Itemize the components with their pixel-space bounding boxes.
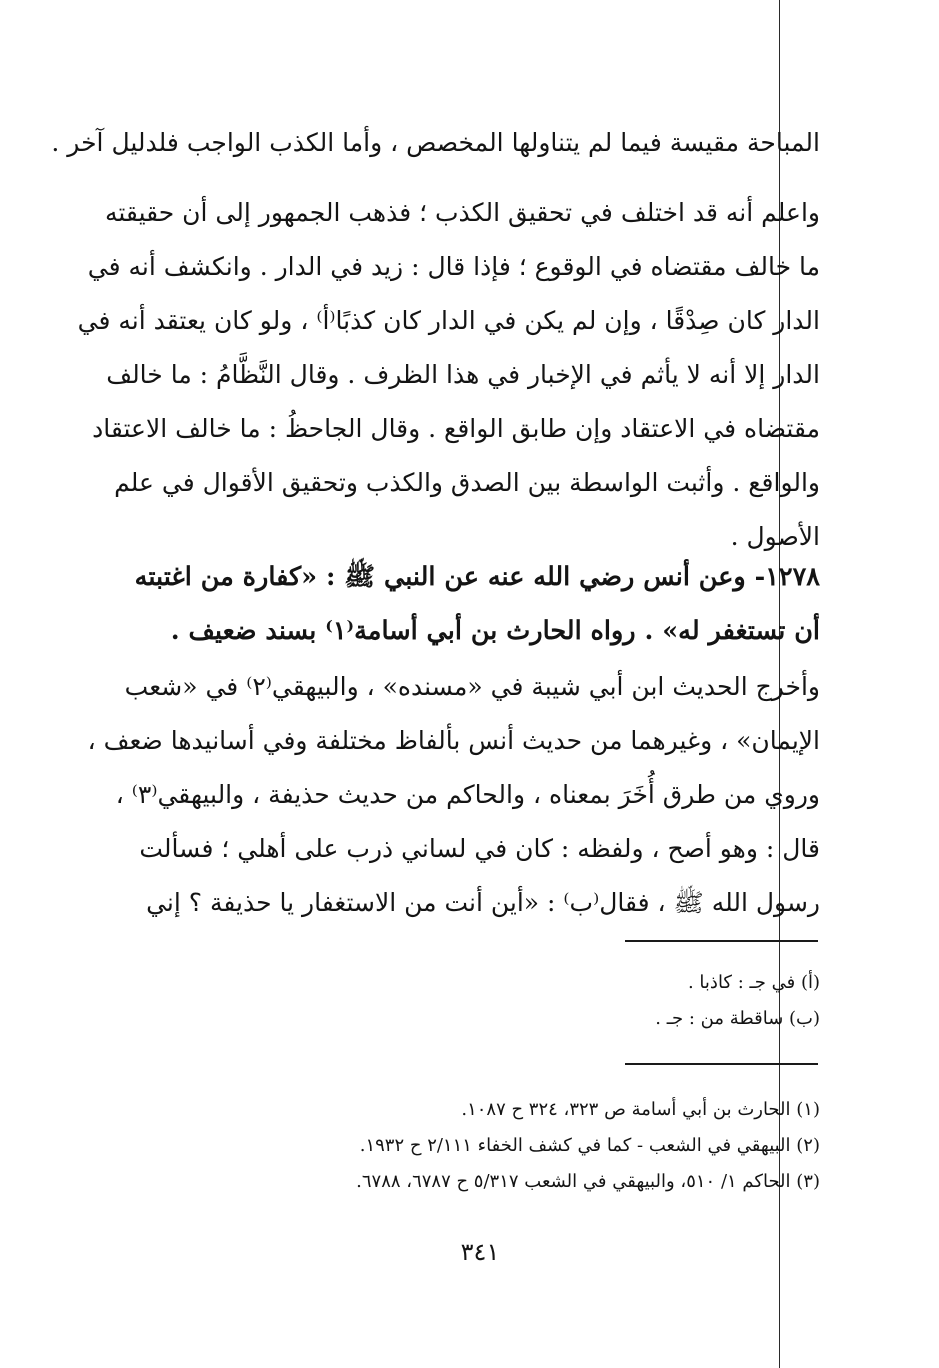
footnote-item: (٣) الحاكم ١/ ٥١٠، والبيهقي في الشعب ٥/٣١٧ ح ٦٧٨٧، ٦٧٨٨. <box>356 1171 820 1192</box>
hadith-1278 <box>134 550 820 658</box>
footnote-item: (١) الحارث بن أبي أسامة ص ٣٢٣، ٣٢٤ ح ١٠٨٧. <box>461 1099 820 1120</box>
text-line: رسول الله ﷺ ، فقال⁽ب⁾ : «أين أنت من الاستغفار يا حذيفة ؟ إني <box>146 888 820 917</box>
text-line: الدار كان صِدْقًا ، وإن لم يكن في الدار كان كذبًا⁽أ⁾ ، ولو كان يعتقد أنه في <box>77 306 820 335</box>
text-line: المباحة مقيسة فيما لم يتناولها المخصص ، وأما الكذب الواجب فلدليل آخر . <box>51 128 820 157</box>
text-line: والواقع . وأثبت الواسطة بين الصدق والكذب وتحقيق الأقوال في علم <box>114 468 820 497</box>
letter-footnotes <box>150 965 820 1037</box>
numbered-footnotes <box>150 1092 820 1200</box>
paragraph-lying-definition <box>77 186 820 564</box>
footnote-item: (٢) البيهقي في الشعب - كما في كشف الخفاء ٢/١١١ ح ١٩٣٢. <box>359 1135 820 1156</box>
paragraph-commentary <box>87 660 820 930</box>
footnote-divider-bottom <box>625 1063 818 1065</box>
hadith-line: ١٢٧٨- وعن أنس رضي الله عنه عن النبي ﷺ : «كفارة من اغتبته <box>134 562 820 592</box>
text-line: مقتضاه في الاعتقاد وإن طابق الواقع . وقال الجاحظُ : ما خالف الاعتقاد <box>92 414 820 443</box>
footnote-item: (أ) في جـ : كاذبا . <box>687 972 820 993</box>
paragraph-continuation <box>51 116 820 170</box>
footnote-item: (ب) ساقطة من : جـ . <box>655 1008 820 1029</box>
text-line: وروي من طرق أُخَرَ بمعناه ، والحاكم من حديث حذيفة ، والبيهقي⁽٣⁾ ، <box>115 780 820 809</box>
page-number: ٣٤١ <box>460 1238 500 1266</box>
hadith-line: أن تستغفر له» . رواه الحارث بن أبي أسامة⁽١⁾ بسند ضعيف . <box>170 616 820 646</box>
text-line: ما خالف مقتضاه في الوقوع ؛ فإذا قال : زيد في الدار . وانكشف أنه في <box>87 252 820 281</box>
text-line: الإيمان» ، وغيرهما من حديث أنس بألفاظ مختلفة وفي أسانيدها ضعف ، <box>87 726 820 755</box>
text-line: الدار إلا أنه لا يأثم في الإخبار في هذا الظرف . وقال النَّظَّامُ : ما خالف <box>106 360 820 389</box>
text-line: وأخرج الحديث ابن أبي شيبة في «مسنده» ، والبيهقي⁽٢⁾ في «شعب <box>124 672 820 701</box>
text-line: الأصول . <box>730 522 820 551</box>
footnote-divider-top <box>625 940 818 942</box>
text-line: واعلم أنه قد اختلف في تحقيق الكذب ؛ فذهب الجمهور إلى أن حقيقته <box>104 198 820 227</box>
text-line: قال : وهو أصح ، ولفظه : كان في لساني ذرب على أهلي ؛ فسألت <box>139 834 820 863</box>
